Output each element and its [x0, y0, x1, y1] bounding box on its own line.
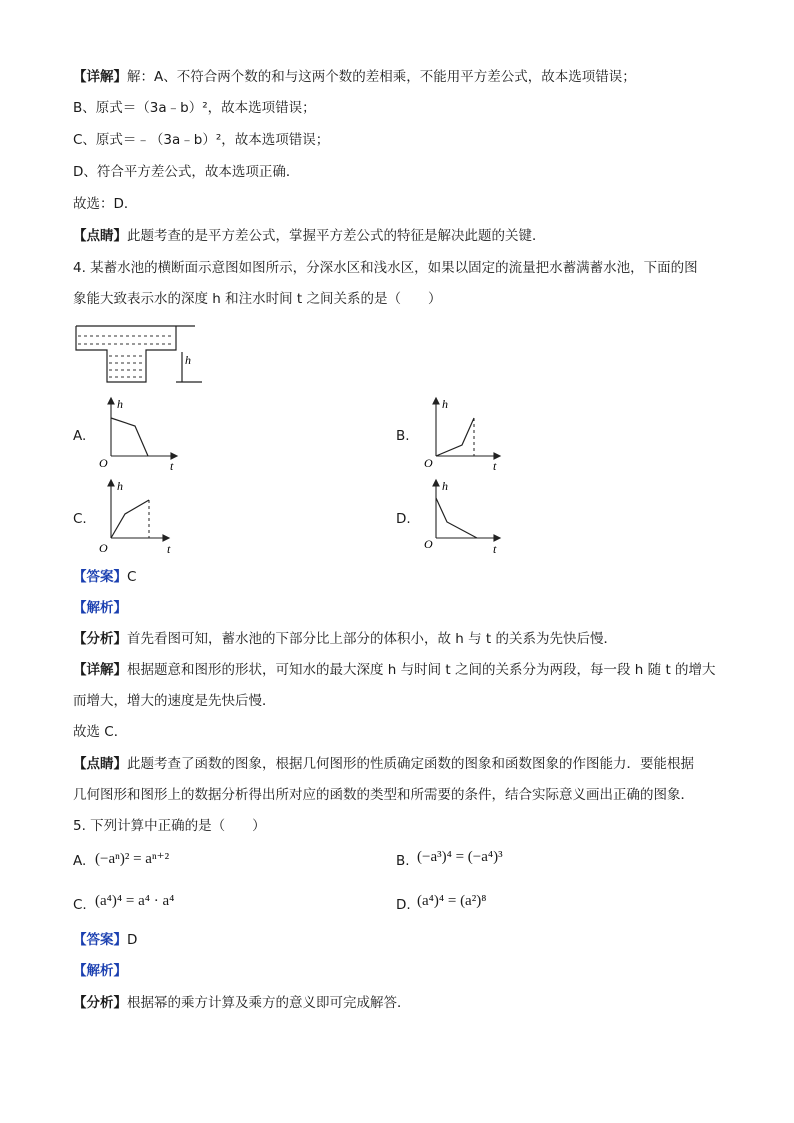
graph-c-curve	[111, 500, 149, 538]
x-axis-label: t	[493, 459, 497, 473]
q4-option-d-label: D.	[396, 511, 411, 527]
answer-tag: 【答案】	[73, 569, 127, 585]
q3-detail-line-b: B、原式＝（3a﹣b）²，故本选项错误；	[73, 100, 316, 116]
fenxi-text: 首先看图可知，蓄水池的下部分比上部分的体积小，故 h 与 t 的关系为先快后慢．	[127, 631, 618, 647]
graph-b-curve	[436, 418, 474, 456]
origin-label: O	[99, 456, 108, 470]
q3-comment	[73, 227, 546, 245]
q4-graph-c	[95, 476, 190, 558]
q5-option-d-expr: (a⁴)⁴ = (a²)⁸	[417, 893, 487, 909]
q4-graph-b	[420, 394, 515, 474]
q4-option-a-label: A.	[73, 428, 87, 444]
q4-option-b-label: B.	[396, 428, 410, 444]
q5-option-c-label: C.	[73, 897, 87, 913]
graph-d-curve	[436, 498, 477, 538]
detail-text: 解：A、不符合两个数的和与这两个数的差相乘，不能用平方差公式，故本选项错误；	[127, 69, 636, 85]
q5-option-a-label: A.	[73, 853, 87, 869]
q5-stem: 5. 下列计算中正确的是（ ）	[73, 818, 266, 834]
q5-answer	[73, 931, 137, 949]
q4-fenxi	[73, 630, 617, 648]
fenxi-tag: 【分析】	[73, 995, 127, 1011]
comment-text: 此题考查的是平方差公式，掌握平方差公式的特征是解决此题的关键．	[127, 228, 546, 244]
answer-tag: 【答案】	[73, 932, 127, 948]
comment-tag: 【点睛】	[73, 228, 127, 244]
q4-graph-d	[420, 476, 515, 558]
detail-text: 根据题意和图形的形状，可知水的最大深度 h 与时间 t 之间的关系分为两段，每一段 h 随 t 的增大	[127, 662, 716, 678]
detail-tag: 【详解】	[73, 69, 127, 85]
q3-detail-line-a	[73, 68, 636, 86]
q5-option-c-expr: (a⁴)⁴ = a⁴ · a⁴	[95, 893, 175, 909]
comment-text: 此题考查了函数的图象，根据几何图形的性质确定函数的图象和函数图象的作图能力．要能根据	[127, 756, 694, 772]
q5-analysis-tag: 【解析】	[73, 963, 127, 979]
y-axis-label: h	[117, 397, 123, 411]
q4-choice: 故选 C．	[73, 724, 128, 740]
q5-option-b-label: B.	[396, 853, 410, 869]
q3-detail-line-c: C、原式＝﹣（3a﹣b）²，故本选项错误；	[73, 132, 330, 148]
answer-value: D	[127, 932, 138, 948]
origin-label: O	[424, 456, 433, 470]
answer-value: C	[127, 569, 137, 585]
q4-stem-line1: 4. 某蓄水池的横断面示意图如图所示，分深水区和浅水区，如果以固定的流量把水蓄满蓄水池，下面的图	[73, 260, 698, 276]
x-axis-label: t	[167, 542, 171, 556]
q4-comment-line1	[73, 755, 694, 773]
q3-detail-line-d: D、符合平方差公式，故本选项正确．	[73, 164, 300, 180]
y-axis-label: h	[442, 479, 448, 493]
x-axis-label: t	[170, 459, 174, 473]
q4-detail-line2: 而增大，增大的速度是先快后慢．	[73, 693, 276, 709]
q4-graph-a	[95, 394, 190, 474]
y-axis-label: h	[442, 397, 448, 411]
q4-stem-line2: 象能大致表示水的深度 h 和注水时间 t 之间关系的是（ ）	[73, 291, 442, 307]
detail-tag: 【详解】	[73, 662, 127, 678]
pool-h-label: h	[185, 353, 191, 367]
y-axis-label: h	[117, 479, 123, 493]
fenxi-tag: 【分析】	[73, 631, 127, 647]
graph-a-curve	[111, 418, 148, 456]
origin-label: O	[424, 537, 433, 551]
q4-answer	[73, 568, 136, 586]
q5-fenxi	[73, 994, 411, 1012]
q4-comment-line2: 几何图形和图形上的数据分析得出所对应的函数的类型和所需要的条件，结合实际意义画出正确的图象．	[73, 787, 694, 803]
fenxi-text: 根据幂的乘方计算及乘方的意义即可完成解答．	[127, 995, 411, 1011]
q5-option-b-expr: (−a³)⁴ = (−a⁴)³	[417, 849, 503, 865]
q4-detail-line1	[73, 661, 716, 679]
origin-label: O	[99, 541, 108, 555]
q3-choice: 故选：D．	[73, 196, 138, 212]
x-axis-label: t	[493, 542, 497, 556]
q4-analysis-tag: 【解析】	[73, 600, 127, 616]
pool-cross-section-figure	[70, 318, 210, 388]
q4-option-c-label: C.	[73, 511, 87, 527]
q5-option-d-label: D.	[396, 897, 411, 913]
comment-tag: 【点睛】	[73, 756, 127, 772]
q5-option-a-expr: (−aⁿ)² = aⁿ⁺²	[95, 851, 170, 867]
